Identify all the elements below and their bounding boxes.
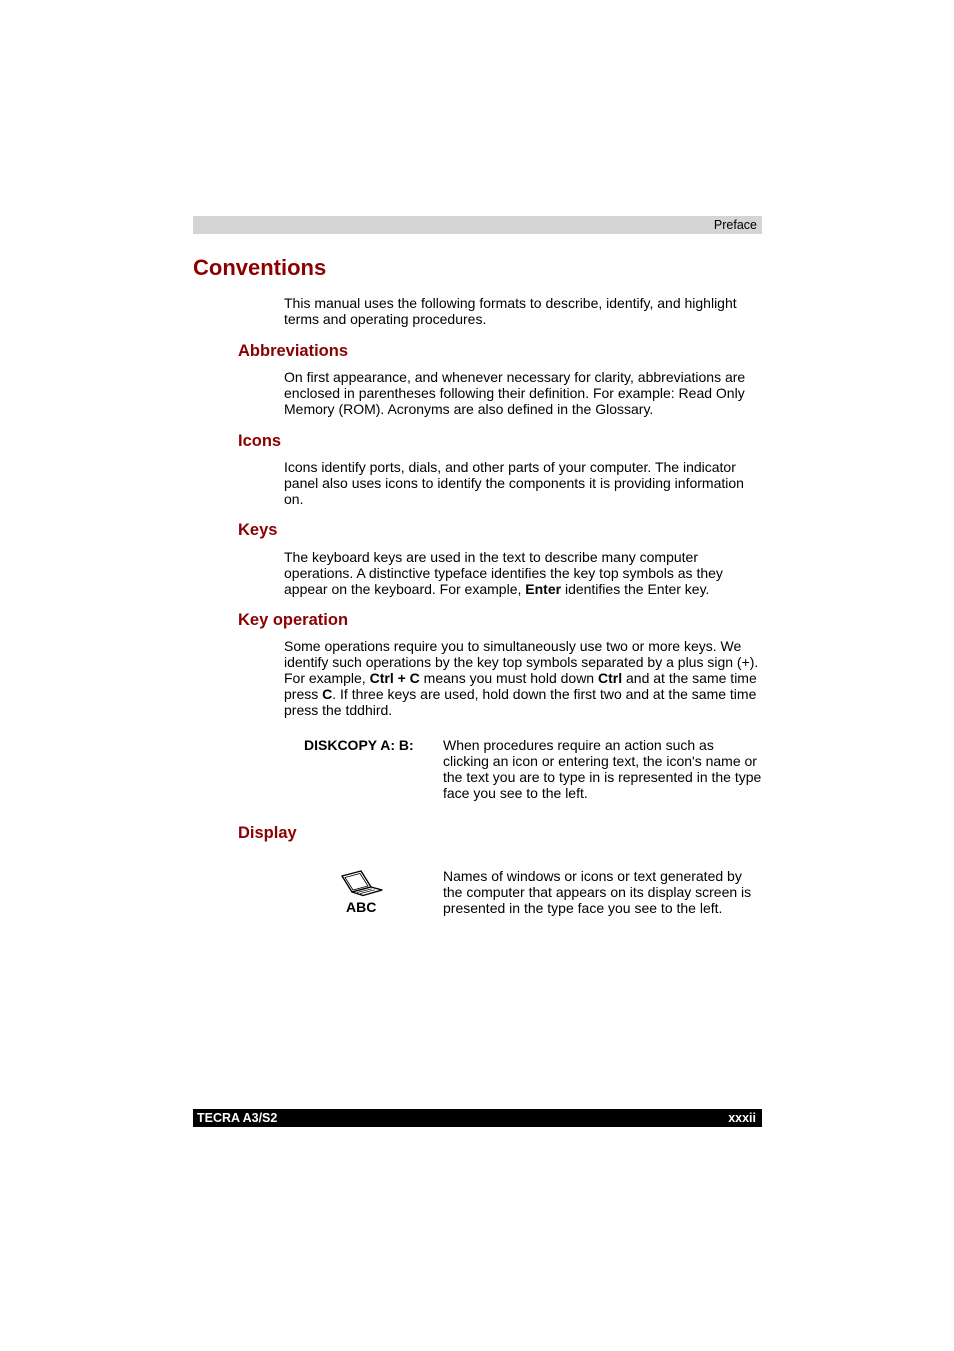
heading-icons: Icons [238,432,282,450]
diskcopy-example-term: DISKCOPY A: B: [304,737,414,753]
key-enter: Enter [525,581,562,597]
keys-text-before: The keyboard keys are used in the text to describe many computer operations. A distinctive typeface identifies the key top symbols as they appear on the keyboard. For example, [284,549,723,597]
key-operation-part4: . If three keys are used, hold down the first two and at the same time press the tddhird. [284,686,757,718]
heading-display: Display [238,824,297,842]
display-icon-label: ABC [346,899,377,915]
laptop-icon [340,869,384,897]
key-operation-part1: Some operations require you to simultaneously use two or more keys. We identify such operations by the key top symbols separated by a plus sign (+). For example, [284,638,759,686]
heading-key-operation: Key operation [238,611,349,629]
intro-paragraph: This manual uses the following formats to describe, identify, and highlight terms and operating procedures. [284,295,737,327]
display-paragraph: Names of windows or icons or text generated by the computer that appears on its display screen is presented in the type face you see to the left. [443,868,752,916]
footer-model: TECRA A3/S2 [197,1111,278,1125]
key-combo-ctrl-c: Ctrl + C [369,670,420,686]
header-section-label: Preface [713,218,757,232]
heading-keys: Keys [238,521,278,539]
page-title: Conventions [193,255,327,280]
key-c: C [322,686,333,702]
header-bar [193,216,762,234]
diskcopy-example-text: When procedures require an action such as clicking an icon or entering text, the icon's name or the text you are to type in is represented in the type face you see to the left. [443,737,762,801]
footer-bar [193,1109,762,1127]
footer-page-number: xxxii [728,1111,756,1125]
key-operation-paragraph [284,638,762,718]
icons-paragraph: Icons identify ports, dials, and other parts of your computer. The indicator panel also uses icons to identify the components it is providing information on. [284,459,744,507]
heading-abbreviations: Abbreviations [238,342,349,360]
key-operation-part3: and at the same time press [284,670,757,702]
key-ctrl: Ctrl [598,670,623,686]
abbreviations-paragraph: On first appearance, and whenever necessary for clarity, abbreviations are enclosed in parentheses following their definition. For example: Read Only Memory (ROM). Acronyms are also defined in the Glossary. [284,369,746,417]
key-operation-part2: means you must hold down [419,670,598,686]
keys-paragraph [284,549,762,597]
keys-text-after: identifies the Enter key. [561,581,710,597]
